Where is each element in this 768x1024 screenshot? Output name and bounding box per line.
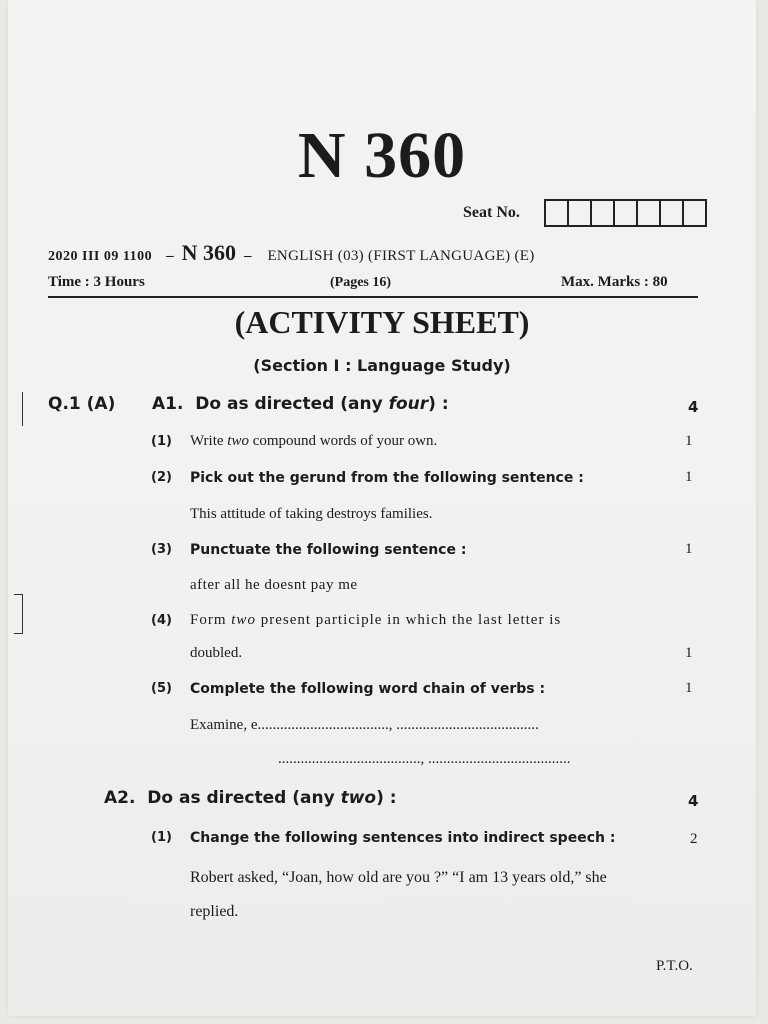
item-number: (1) (151, 434, 172, 449)
item-sentence: after all he doesnt pay me (190, 577, 358, 593)
seat-box (684, 201, 705, 225)
seat-number-label: Seat No. (463, 204, 520, 221)
item-text: Change the following sentences into indirect speech : (190, 830, 616, 846)
item-marks: 1 (685, 469, 693, 485)
item-sentence: Robert asked, “Joan, how old are you ?” “I am 13 years old,” she (190, 869, 607, 886)
item-text: Punctuate the following sentence : (190, 542, 467, 558)
page-turn-note: P.T.O. (656, 958, 693, 974)
seat-box (569, 201, 592, 225)
exam-code: 2020 III 09 1100 (48, 249, 153, 264)
item-text: Write two compound words of your own. (190, 433, 438, 449)
question-label: Q.1 (A) (48, 394, 116, 414)
paper-code-inline: N 360 (181, 240, 236, 265)
margin-mark (22, 392, 23, 426)
seat-box (661, 201, 684, 225)
item-text-continued: doubled. (190, 645, 243, 661)
seat-number-boxes (544, 199, 707, 227)
item-number: (2) (151, 470, 172, 485)
item-number: (4) (151, 613, 172, 628)
subject-name: ENGLISH (03) (FIRST LANGUAGE) (E) (267, 248, 535, 264)
item-text: Form two present participle in which the last letter is (190, 612, 562, 628)
sheet-title: (ACTIVITY SHEET) (234, 304, 530, 340)
activity-a1-heading: A1. Do as directed (any four) : (152, 394, 449, 414)
item-text: Pick out the gerund from the following sentence : (190, 470, 584, 486)
item-marks: 1 (685, 645, 693, 661)
activity-a1-marks: 4 (688, 398, 699, 416)
item-sentence-continued: replied. (190, 903, 239, 920)
item-text: Complete the following word chain of verbs : (190, 681, 546, 697)
activity-a2-marks: 4 (688, 792, 699, 810)
section-heading: (Section I : Language Study) (253, 356, 511, 375)
seat-box (592, 201, 615, 225)
header-divider (48, 296, 698, 298)
seat-box (546, 201, 569, 225)
page-count: (Pages 16) (330, 275, 392, 290)
seat-box (615, 201, 638, 225)
item-marks: 2 (690, 831, 698, 847)
item-number: (3) (151, 542, 172, 557)
word-chain-line-2: ......................................, ...................................... (278, 751, 571, 767)
seat-box (638, 201, 661, 225)
item-number: (5) (151, 681, 172, 696)
item-sentence: This attitude of taking destroys families. (190, 506, 433, 522)
item-marks: 1 (685, 541, 693, 557)
item-number: (1) (151, 830, 172, 845)
exam-header-row: 2020 III 09 1100 – N 360 – ENGLISH (03) (FIRST LANGUAGE) (E) (48, 240, 535, 265)
exam-paper (8, 0, 756, 1016)
item-marks: 1 (685, 433, 693, 449)
margin-bracket (14, 594, 23, 634)
paper-code-heading: N 360 (297, 119, 467, 192)
item-marks: 1 (685, 680, 693, 696)
max-marks: Max. Marks : 80 (561, 274, 668, 290)
time-duration: Time : 3 Hours (48, 274, 145, 290)
activity-a2-heading: A2. Do as directed (any two) : (104, 788, 397, 808)
word-chain-line-1: Examine, e..................................., ...................................... (190, 717, 539, 733)
